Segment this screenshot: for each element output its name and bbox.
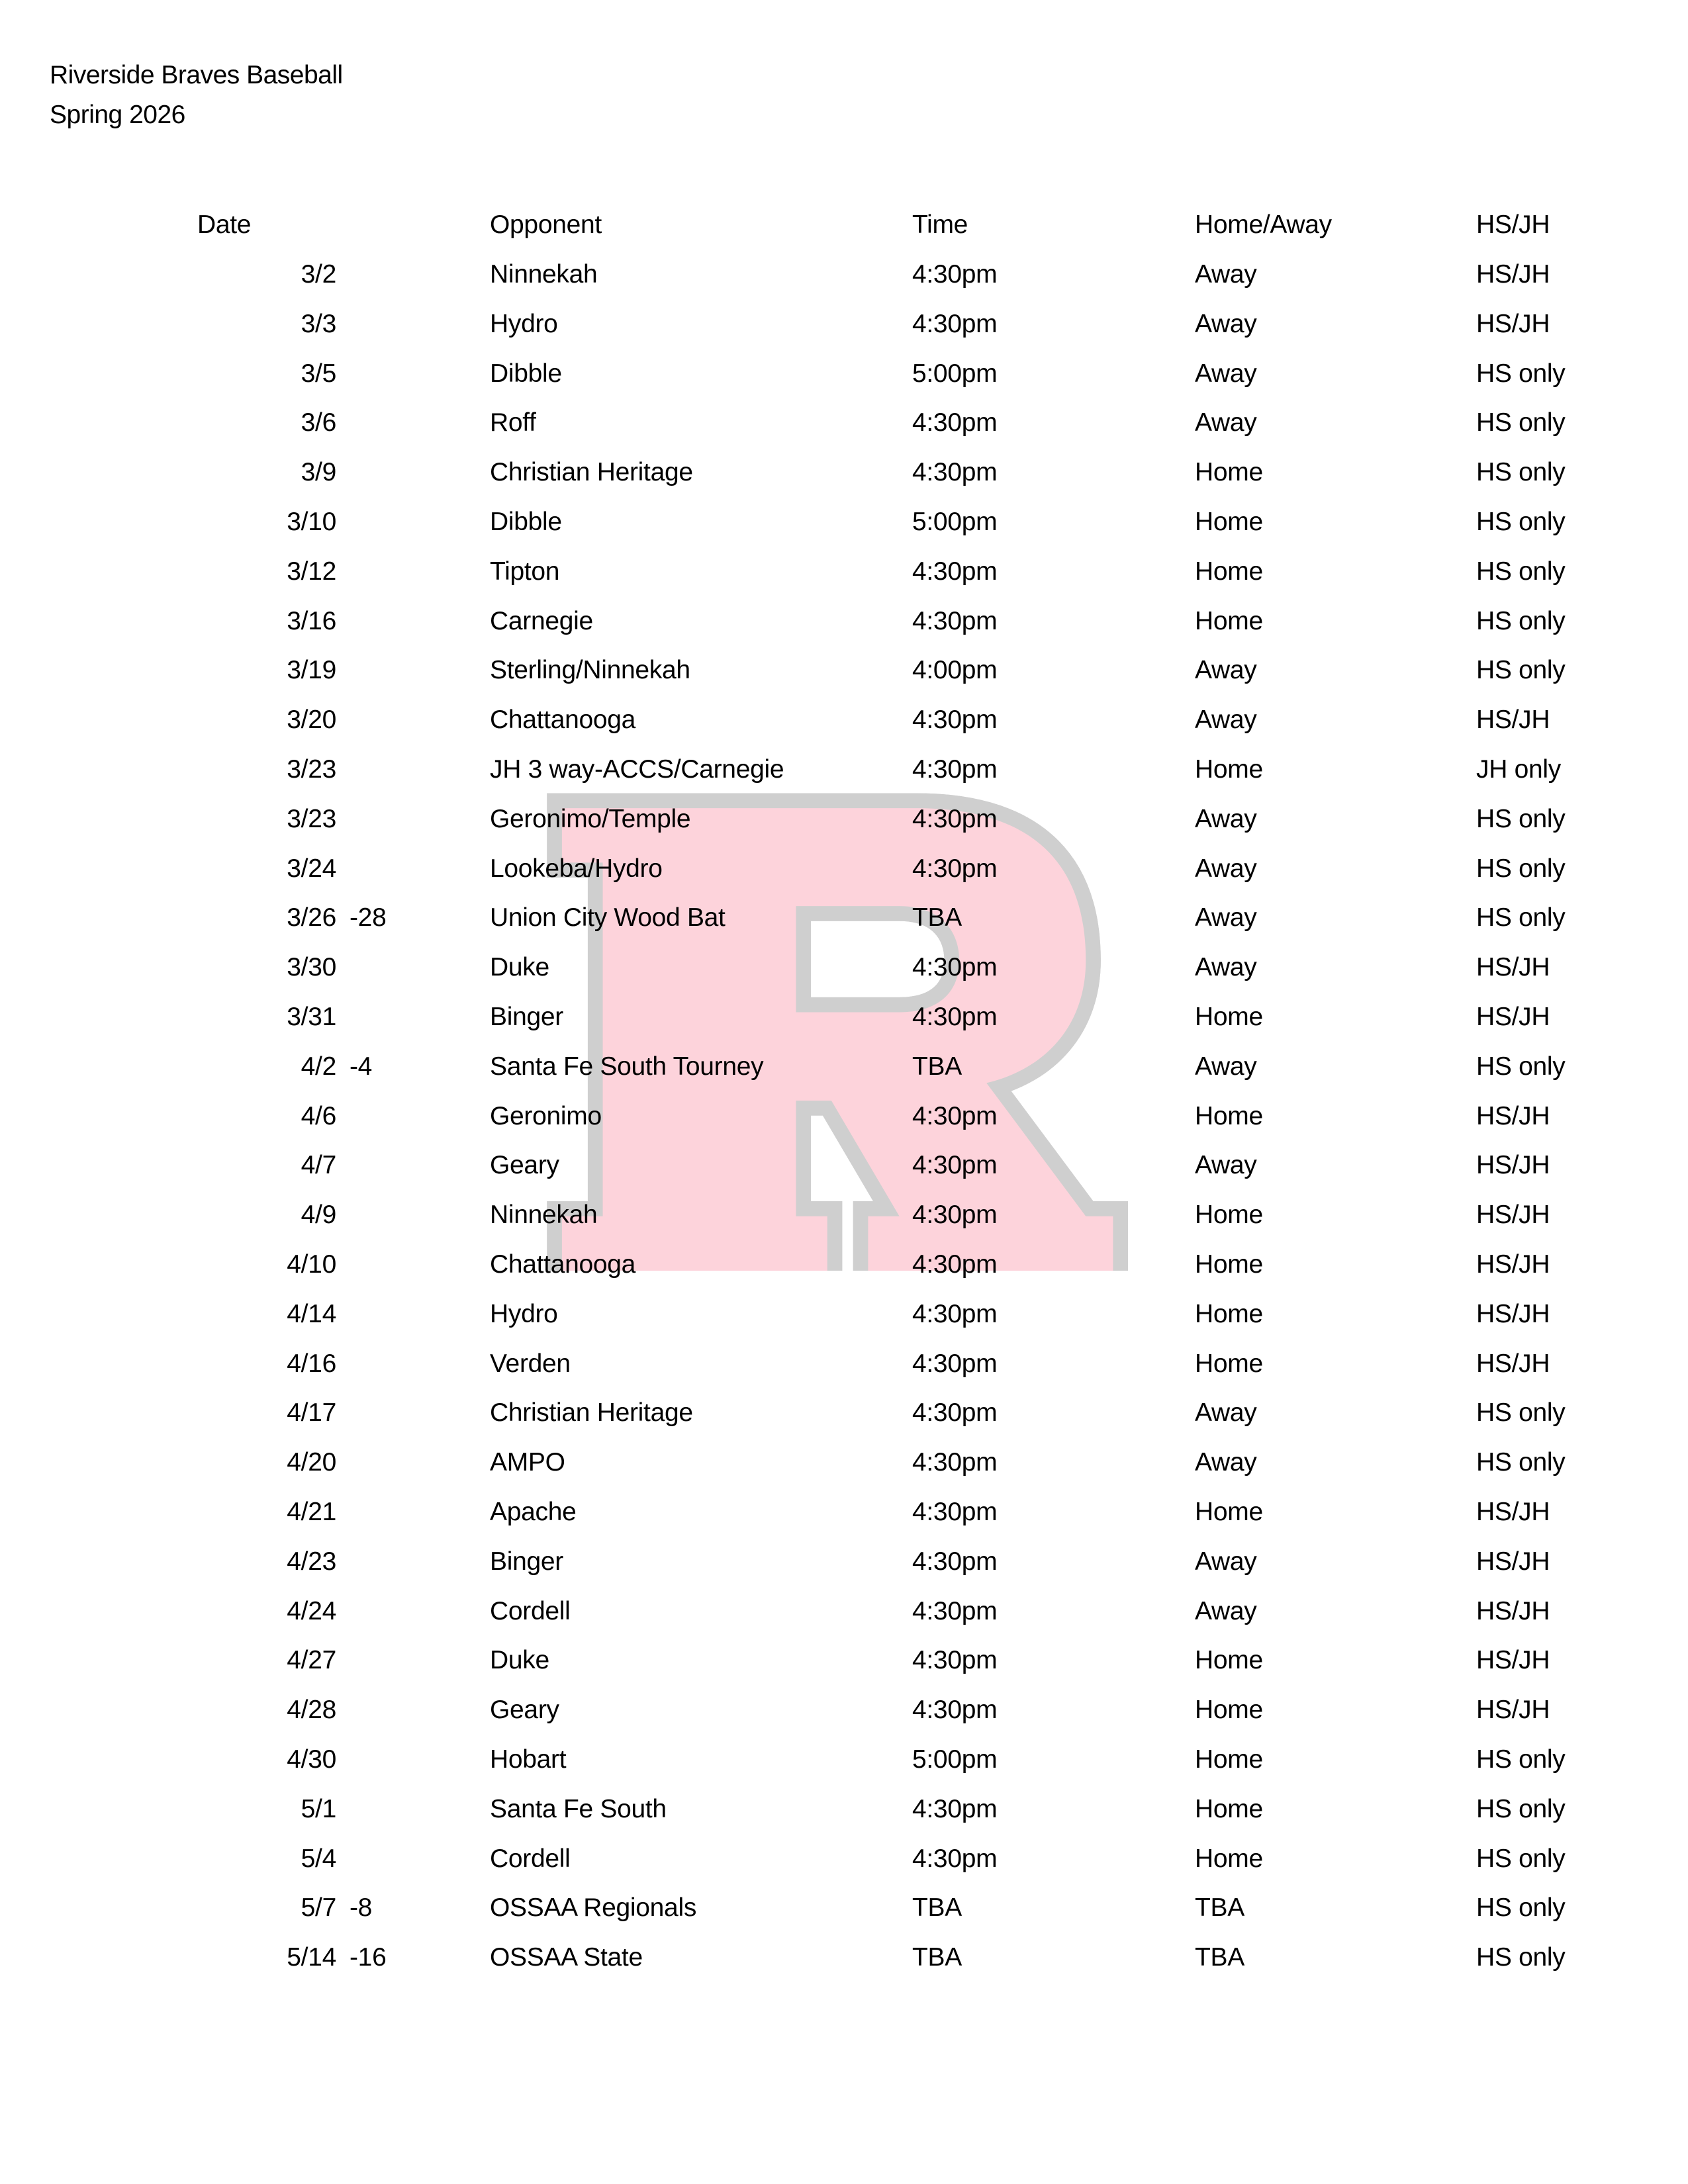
game-date: 4/17 [287, 1398, 336, 1428]
game-opponent: Carnegie [490, 606, 593, 635]
table-row [0, 359, 1688, 409]
column-header-opponent: Opponent [490, 210, 602, 239]
game-time: 5:00pm [912, 359, 998, 388]
game-home-away: Home [1195, 606, 1263, 635]
game-date: 4/20 [287, 1448, 336, 1477]
game-level: HS only [1476, 1893, 1566, 1923]
table-row [0, 1448, 1688, 1498]
game-level: HS only [1476, 408, 1566, 437]
game-date: 4/27 [287, 1646, 336, 1675]
game-time: 4:30pm [912, 260, 998, 289]
game-level: HS/JH [1476, 1646, 1550, 1675]
table-row [0, 755, 1688, 805]
game-opponent: Roff [490, 408, 536, 437]
game-level: HS/JH [1476, 1696, 1550, 1725]
game-date: 5/7 [301, 1893, 336, 1923]
game-home-away: Home [1195, 1745, 1263, 1774]
game-level: HS only [1476, 1844, 1566, 1873]
game-home-away: Away [1195, 804, 1257, 833]
game-time: 4:30pm [912, 1696, 998, 1725]
game-date: 4/10 [287, 1250, 336, 1279]
game-home-away: Home [1195, 1794, 1263, 1823]
game-date: 3/10 [287, 508, 336, 536]
game-level: HS/JH [1476, 1299, 1550, 1328]
game-home-away: Away [1195, 1052, 1257, 1081]
game-time: 4:30pm [912, 953, 998, 982]
table-row [0, 1597, 1688, 1647]
game-time: TBA [912, 1052, 962, 1081]
game-opponent: Santa Fe South [490, 1794, 667, 1823]
game-opponent: Union City Wood Bat [490, 903, 726, 933]
game-date: 3/26 [287, 903, 336, 933]
table-row [0, 854, 1688, 904]
game-opponent: Cordell [490, 1844, 571, 1873]
game-date: 5/1 [301, 1794, 336, 1823]
game-time: 4:30pm [912, 705, 998, 735]
game-home-away: Home [1195, 1299, 1263, 1328]
game-date: 3/16 [287, 606, 336, 635]
game-date: 3/19 [287, 656, 336, 685]
game-opponent: Binger [490, 1003, 563, 1031]
table-row [0, 1102, 1688, 1152]
table-row [0, 903, 1688, 953]
game-home-away: Away [1195, 408, 1257, 437]
game-opponent: Ninnekah [490, 260, 598, 289]
game-date: 3/23 [287, 804, 336, 833]
game-level: HS only [1476, 508, 1566, 536]
game-home-away: Away [1195, 359, 1257, 388]
table-row [0, 1745, 1688, 1795]
game-date: 4/21 [287, 1498, 336, 1526]
table-row [0, 607, 1688, 657]
table-row [0, 557, 1688, 607]
game-time: 4:30pm [912, 557, 998, 586]
table-row [0, 1844, 1688, 1894]
game-date: 4/24 [287, 1596, 336, 1625]
game-time: 4:00pm [912, 656, 998, 685]
table-row [0, 1795, 1688, 1844]
game-opponent: Apache [490, 1498, 577, 1526]
game-home-away: Away [1195, 260, 1257, 289]
game-date-range-end: -28 [350, 903, 387, 933]
game-home-away: Home [1195, 1101, 1263, 1130]
game-time: 4:30pm [912, 1151, 998, 1180]
game-date: 4/6 [301, 1101, 336, 1130]
game-level: HS/JH [1476, 260, 1550, 289]
game-opponent: Chattanooga [490, 1250, 636, 1279]
game-time: 4:30pm [912, 1201, 998, 1230]
game-opponent: Chattanooga [490, 705, 636, 735]
table-row [0, 1547, 1688, 1597]
game-opponent: Geronimo/Temple [490, 804, 691, 833]
game-home-away: Away [1195, 656, 1257, 685]
game-level: HS only [1476, 458, 1566, 487]
game-home-away: Home [1195, 1696, 1263, 1725]
table-row [0, 508, 1688, 557]
game-home-away: Home [1195, 508, 1263, 536]
game-date: 4/28 [287, 1696, 336, 1725]
game-opponent: Tipton [490, 557, 560, 586]
game-level: HS/JH [1476, 1596, 1550, 1625]
game-time: 4:30pm [912, 755, 998, 784]
table-row [0, 1349, 1688, 1399]
game-time: 4:30pm [912, 458, 998, 487]
game-opponent: OSSAA Regionals [490, 1893, 697, 1923]
column-header-time: Time [912, 210, 968, 239]
game-time: 4:30pm [912, 1498, 998, 1526]
game-level: HS/JH [1476, 1250, 1550, 1279]
game-date: 4/16 [287, 1349, 336, 1378]
game-level: HS/JH [1476, 705, 1550, 735]
table-row [0, 1696, 1688, 1745]
table-row [0, 1943, 1688, 1993]
game-level: HS only [1476, 854, 1566, 883]
game-home-away: Away [1195, 1547, 1257, 1576]
game-time: 4:30pm [912, 1448, 998, 1477]
game-home-away: Home [1195, 1498, 1263, 1526]
game-home-away: Away [1195, 1448, 1257, 1477]
game-time: 4:30pm [912, 854, 998, 883]
table-row [0, 1893, 1688, 1943]
game-date: 3/9 [301, 458, 336, 487]
game-level: HS only [1476, 1448, 1566, 1477]
game-date-range-end: -4 [350, 1052, 373, 1081]
game-opponent: Hydro [490, 309, 558, 338]
game-opponent: Binger [490, 1547, 563, 1576]
game-opponent: Cordell [490, 1596, 571, 1625]
game-time: 4:30pm [912, 1794, 998, 1823]
game-home-away: Away [1195, 705, 1257, 735]
game-opponent: Hydro [490, 1299, 558, 1328]
game-date: 4/14 [287, 1299, 336, 1328]
game-home-away: TBA [1195, 1893, 1244, 1923]
game-time: 4:30pm [912, 1646, 998, 1675]
document-title: Riverside Braves Baseball [50, 61, 343, 89]
game-opponent: Sterling/Ninnekah [490, 656, 690, 685]
game-opponent: Lookeba/Hydro [490, 854, 663, 883]
table-row [0, 1498, 1688, 1547]
game-level: HS/JH [1476, 1349, 1550, 1378]
game-opponent: Christian Heritage [490, 458, 693, 487]
game-level: HS only [1476, 1052, 1566, 1081]
game-time: 4:30pm [912, 1250, 998, 1279]
table-row [0, 1201, 1688, 1250]
table-row [0, 1151, 1688, 1201]
game-level: HS/JH [1476, 1547, 1550, 1576]
game-home-away: Home [1195, 1349, 1263, 1378]
game-opponent: Duke [490, 1646, 549, 1675]
game-date: 3/6 [301, 408, 336, 437]
game-time: TBA [912, 903, 962, 933]
game-level: HS only [1476, 656, 1566, 685]
game-level: HS/JH [1476, 1151, 1550, 1180]
table-row [0, 458, 1688, 508]
season-label: Spring 2026 [50, 101, 185, 129]
game-date: 3/31 [287, 1003, 336, 1031]
game-date: 3/20 [287, 705, 336, 735]
table-header [0, 210, 1688, 260]
game-time: 4:30pm [912, 1398, 998, 1428]
game-time: TBA [912, 1893, 962, 1923]
table-row [0, 953, 1688, 1003]
game-time: 4:30pm [912, 1101, 998, 1130]
game-date: 4/2 [301, 1052, 336, 1081]
table-row [0, 1052, 1688, 1102]
game-opponent: AMPO [490, 1448, 565, 1477]
game-time: 4:30pm [912, 1547, 998, 1576]
game-date: 3/5 [301, 359, 336, 388]
game-home-away: Away [1195, 1596, 1257, 1625]
table-row [0, 260, 1688, 310]
game-date: 4/23 [287, 1547, 336, 1576]
table-row [0, 1646, 1688, 1696]
game-opponent: Geary [490, 1696, 559, 1725]
game-home-away: Away [1195, 854, 1257, 883]
game-date: 5/4 [301, 1844, 336, 1873]
game-level: HS only [1476, 804, 1566, 833]
table-row [0, 1398, 1688, 1448]
game-home-away: Home [1195, 1003, 1263, 1031]
game-time: TBA [912, 1943, 962, 1972]
game-level: HS/JH [1476, 309, 1550, 338]
game-home-away: Home [1195, 1646, 1263, 1675]
game-level: HS only [1476, 1745, 1566, 1774]
game-level: HS/JH [1476, 1201, 1550, 1230]
game-time: 4:30pm [912, 1844, 998, 1873]
game-level: HS/JH [1476, 1003, 1550, 1031]
game-date: 3/24 [287, 854, 336, 883]
game-time: 5:00pm [912, 1745, 998, 1774]
game-time: 4:30pm [912, 1299, 998, 1328]
game-opponent: Geary [490, 1151, 559, 1180]
game-opponent: Dibble [490, 508, 562, 536]
game-opponent: Geronimo [490, 1101, 602, 1130]
game-opponent: OSSAA State [490, 1943, 643, 1972]
game-date: 3/12 [287, 557, 336, 586]
game-level: HS only [1476, 1398, 1566, 1428]
game-opponent: JH 3 way-ACCS/Carnegie [490, 755, 784, 784]
game-opponent: Santa Fe South Tourney [490, 1052, 764, 1081]
game-home-away: Away [1195, 953, 1257, 982]
game-home-away: TBA [1195, 1943, 1244, 1972]
game-date: 3/2 [301, 260, 336, 289]
column-header-level: HS/JH [1476, 210, 1550, 239]
game-level: HS/JH [1476, 953, 1550, 982]
game-level: HS only [1476, 1943, 1566, 1972]
game-home-away: Home [1195, 755, 1263, 784]
game-time: 4:30pm [912, 1349, 998, 1378]
game-date: 3/23 [287, 755, 336, 784]
table-row [0, 1300, 1688, 1349]
game-level: HS only [1476, 557, 1566, 586]
game-time: 4:30pm [912, 408, 998, 437]
game-level: HS only [1476, 606, 1566, 635]
game-level: HS/JH [1476, 1101, 1550, 1130]
table-row [0, 408, 1688, 458]
game-date: 4/30 [287, 1745, 336, 1774]
game-date: 4/7 [301, 1151, 336, 1180]
game-home-away: Home [1195, 1844, 1263, 1873]
game-time: 4:30pm [912, 804, 998, 833]
game-date-range-end: -8 [350, 1893, 373, 1923]
game-date: 3/30 [287, 953, 336, 982]
game-opponent: Dibble [490, 359, 562, 388]
game-home-away: Home [1195, 1201, 1263, 1230]
table-row [0, 705, 1688, 755]
game-time: 4:30pm [912, 309, 998, 338]
game-level: HS only [1476, 1794, 1566, 1823]
table-row [0, 656, 1688, 705]
game-level: HS/JH [1476, 1498, 1550, 1526]
game-date: 4/9 [301, 1201, 336, 1230]
game-home-away: Home [1195, 1250, 1263, 1279]
game-home-away: Home [1195, 458, 1263, 487]
game-opponent: Christian Heritage [490, 1398, 693, 1428]
game-home-away: Away [1195, 1398, 1257, 1428]
game-level: HS only [1476, 903, 1566, 933]
game-home-away: Away [1195, 309, 1257, 338]
table-row [0, 805, 1688, 854]
table-row [0, 310, 1688, 359]
column-header-home-away: Home/Away [1195, 210, 1332, 239]
table-row [0, 1250, 1688, 1300]
game-time: 4:30pm [912, 1596, 998, 1625]
game-opponent: Hobart [490, 1745, 567, 1774]
game-home-away: Home [1195, 557, 1263, 586]
game-opponent: Verden [490, 1349, 571, 1378]
column-header-date: Date [197, 210, 252, 239]
game-time: 4:30pm [912, 606, 998, 635]
game-time: 5:00pm [912, 508, 998, 536]
game-level: HS only [1476, 359, 1566, 388]
game-opponent: Ninnekah [490, 1201, 598, 1230]
game-opponent: Duke [490, 953, 549, 982]
game-date-range-end: -16 [350, 1943, 387, 1972]
game-level: JH only [1476, 755, 1561, 784]
game-home-away: Away [1195, 903, 1257, 933]
game-time: 4:30pm [912, 1003, 998, 1031]
game-date: 3/3 [301, 309, 336, 338]
table-row [0, 1003, 1688, 1052]
game-home-away: Away [1195, 1151, 1257, 1180]
game-date: 5/14 [287, 1943, 336, 1972]
